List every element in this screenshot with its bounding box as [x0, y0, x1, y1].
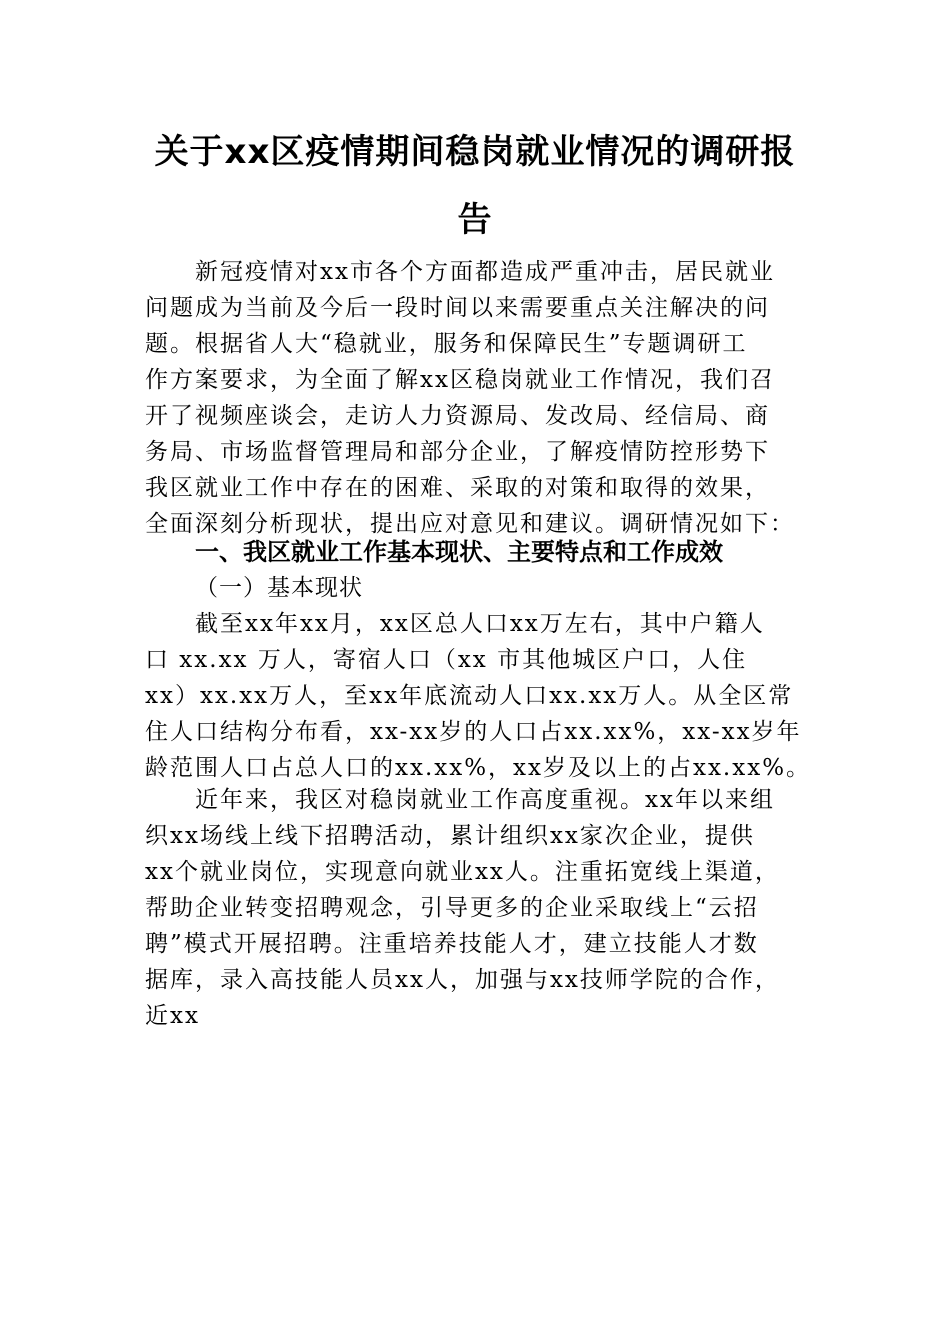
paragraph-line: 口 xx.xx 万人，寄宿人口（xx 市其他城区户口，人住: [145, 647, 748, 673]
paragraph-line: 截至xx年xx月，xx区总人口xx万左右，其中户籍人: [195, 611, 765, 637]
paragraph-line: 近年来，我区对稳岗就业工作高度重视。xx年以来组: [195, 787, 775, 813]
paragraph-line: 全面深刻分析现状，提出应对意见和建议。调研情况如下：: [145, 511, 795, 537]
paragraph-line: 聘”模式开展招聘。注重培养技能人才，建立技能人才数: [145, 931, 759, 957]
paragraph-line: 帮助企业转变招聘观念，引导更多的企业采取线上“云招: [145, 895, 759, 921]
paragraph-line: xx个就业岗位，实现意向就业xx人。注重拓宽线上渠道，: [145, 859, 780, 885]
paragraph-line: 开了视频座谈会，走访人力资源局、发改局、经信局、商: [145, 403, 770, 429]
document-title-line-1: 关于xx区疫情期间稳岗就业情况的调研报: [154, 132, 796, 172]
paragraph-line: 新冠疫情对xx市各个方面都造成严重冲击，居民就业: [195, 259, 775, 285]
paragraph-line: 近xx: [145, 1003, 200, 1029]
paragraph-line: 织xx场线上线下招聘活动，累计组织xx家次企业，提供: [145, 823, 755, 849]
employment-paragraph: [145, 782, 805, 1034]
paragraph-line: 作方案要求，为全面了解xx区稳岗就业工作情况，我们召: [145, 367, 775, 393]
intro-paragraph: [145, 254, 805, 542]
paragraph-line: 题。根据省人大“稳就业，服务和保障民生”专题调研工: [145, 331, 748, 357]
paragraph-line: 问题成为当前及今后一段时间以来需要重点关注解决的问: [145, 295, 770, 321]
paragraph-line: 住人口结构分布看，xx-xx岁的人口占xx.xx%，xx-xx岁年: [145, 719, 802, 745]
paragraph-line: 务局、市场监督管理局和部分企业，了解疫情防控形势下: [145, 439, 770, 465]
paragraph-line: 龄范围人口占总人口的xx.xx%，xx岁及以上的占xx.xx%。: [145, 755, 812, 781]
paragraph-line: xx）xx.xx万人，至xx年底流动人口xx.xx万人。从全区常: [145, 683, 794, 709]
paragraph-line: 据库，录入高技能人员xx人，加强与xx技师学院的合作，: [145, 967, 780, 993]
subsection-heading: （一）基本现状: [195, 575, 363, 601]
document-title-line-2: 告: [457, 200, 493, 240]
paragraph-line: 我区就业工作中存在的困难、采取的对策和取得的效果，: [145, 475, 770, 501]
section-heading: 一、我区就业工作基本现状、主要特点和工作成效: [195, 538, 723, 566]
population-paragraph: [145, 606, 812, 786]
